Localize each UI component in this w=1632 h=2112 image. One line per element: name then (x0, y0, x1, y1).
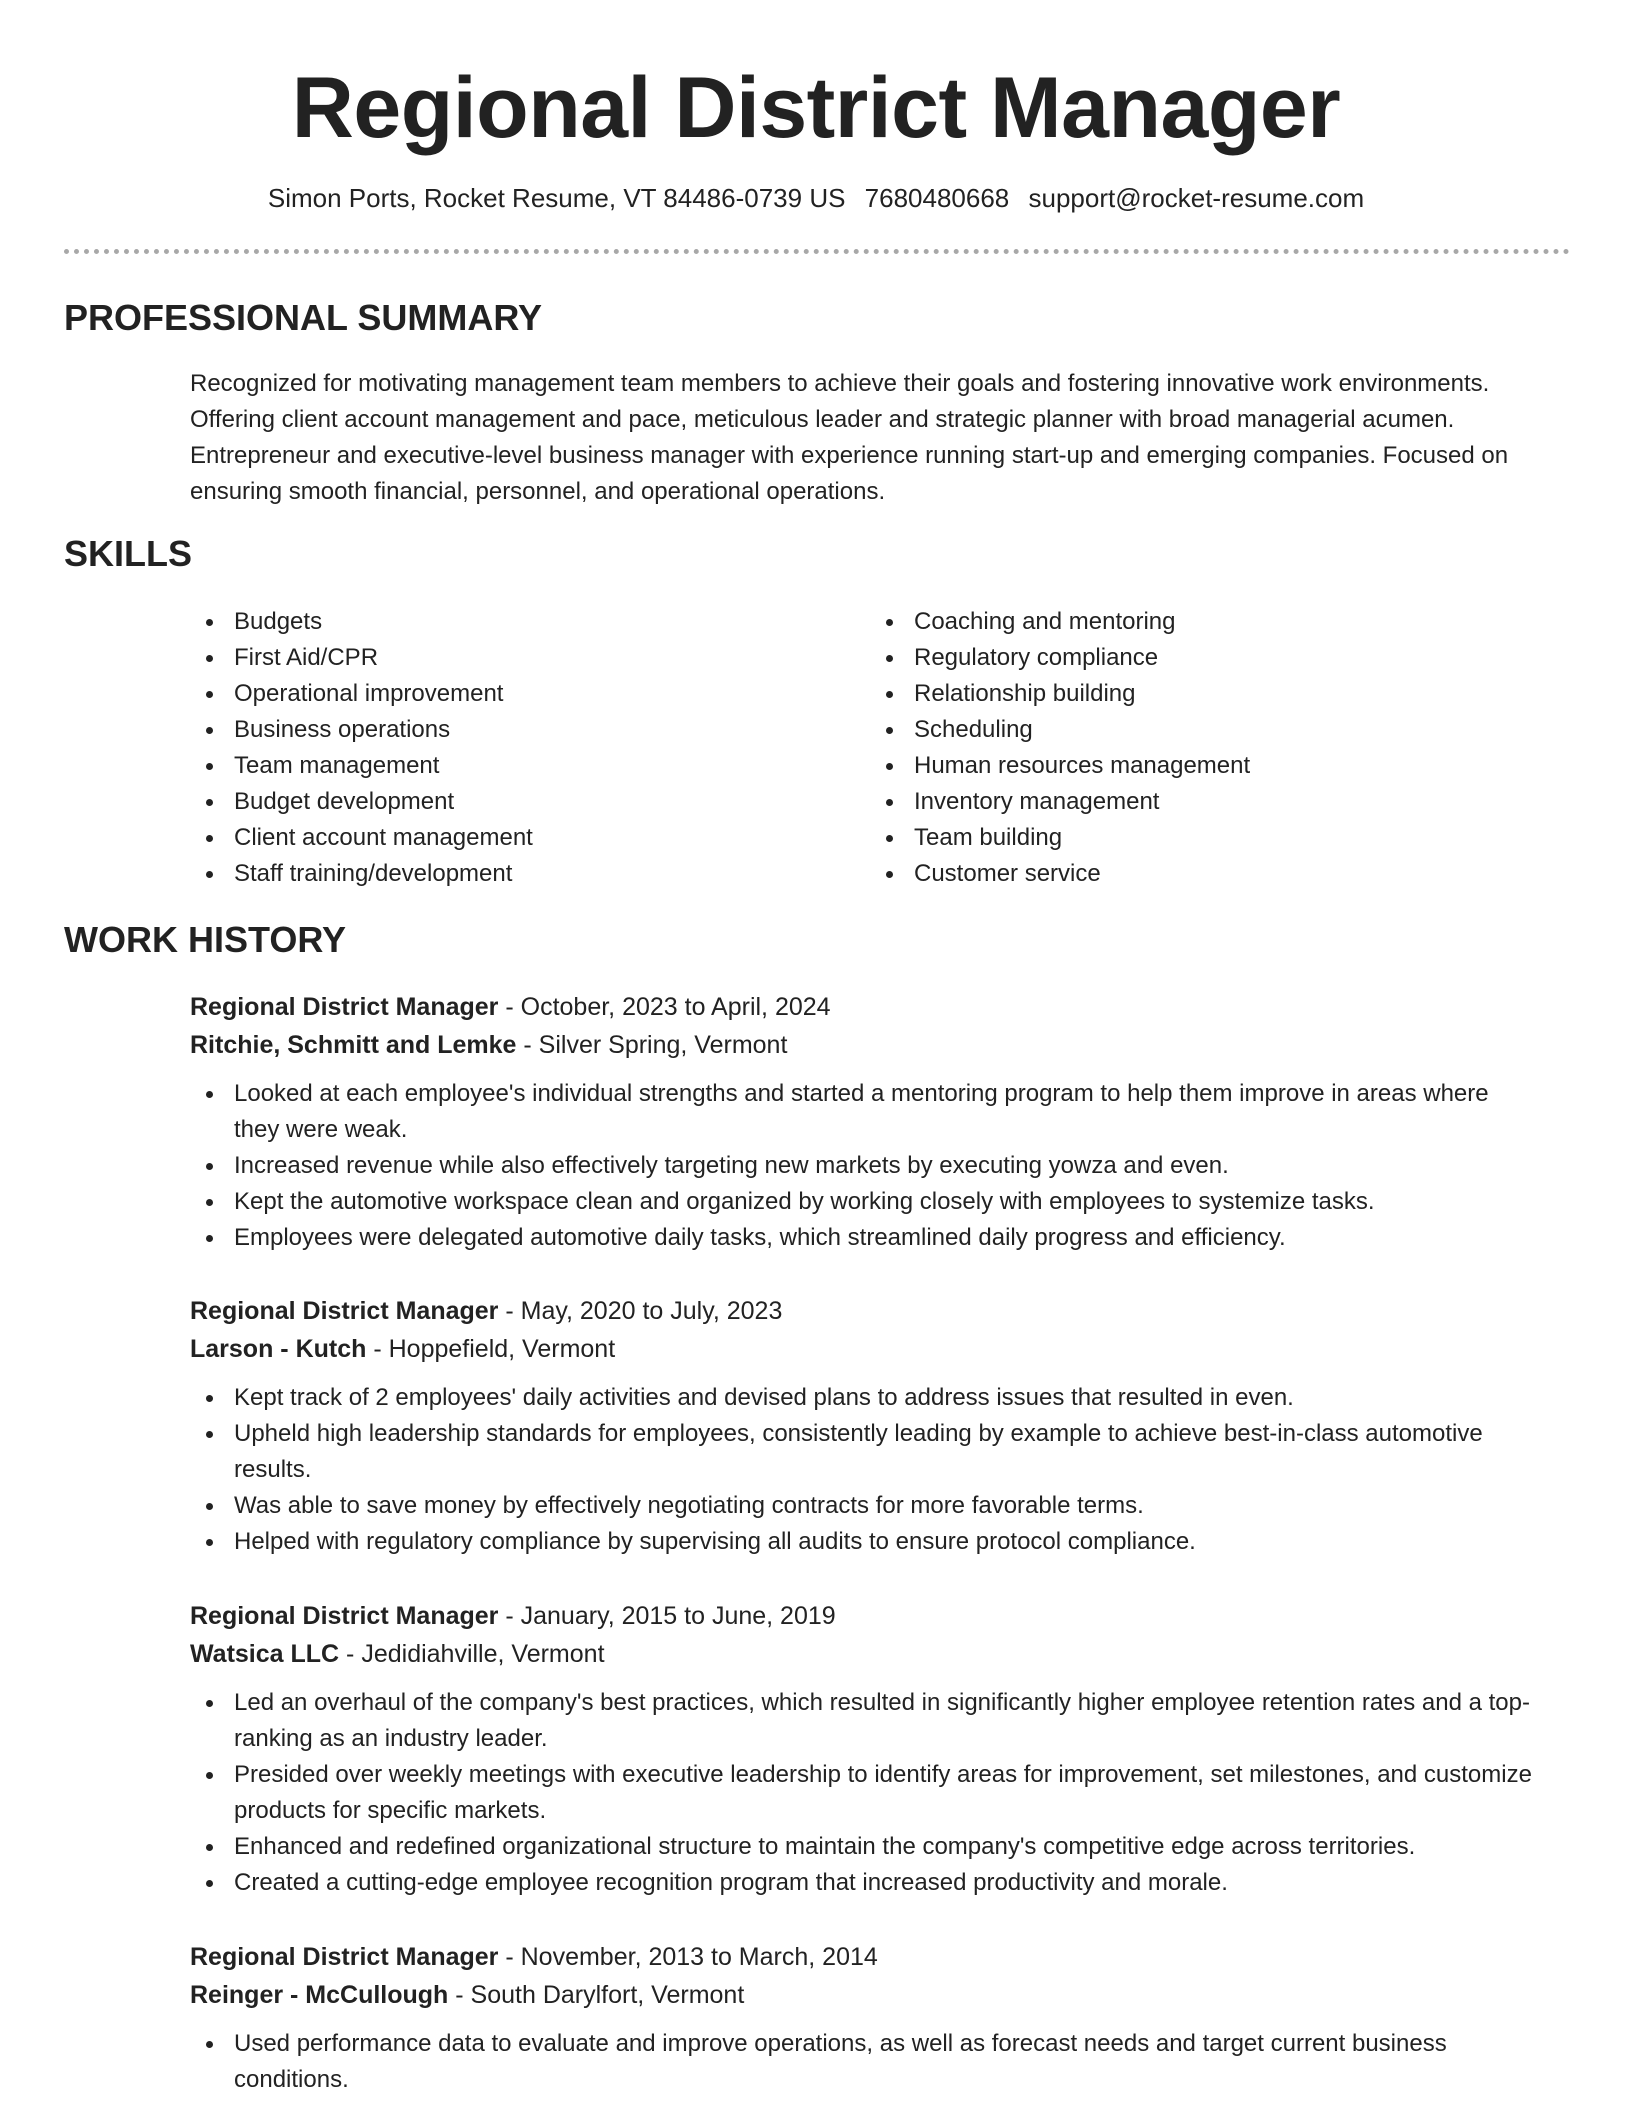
contact-phone: 7680480668 (864, 183, 1010, 213)
job-title-line (190, 1938, 1570, 1976)
job-bullet: Kept the automotive workspace clean and organized by working closely with employees to systemize tasks. (190, 1184, 1540, 1220)
job-bullet: Used performance data to evaluate and improve operations, as well as forecast needs and target current business conditions. (190, 2026, 1540, 2098)
job-title-line (190, 1292, 1570, 1330)
job-dates: - October, 2023 to April, 2024 (498, 993, 831, 1021)
job-dates: - November, 2013 to March, 2014 (498, 1943, 878, 1971)
skill-item: Budget development (190, 784, 533, 820)
job-bullet: Created a cutting-edge employee recognition program that increased productivity and morale. (190, 1865, 1540, 1901)
job-bullets (190, 1685, 1540, 1901)
contact-address: Simon Ports, Rocket Resume, VT 84486-0739 US (267, 183, 846, 213)
skills-column-left (190, 604, 533, 892)
contact-email: support@rocket-resume.com (1028, 183, 1365, 213)
skill-item: Inventory management (870, 784, 1250, 820)
job-bullets (190, 1380, 1540, 1560)
job-title: Regional District Manager (190, 993, 499, 1021)
skill-item: Relationship building (870, 676, 1250, 712)
section-title-skills: SKILLS (64, 533, 193, 574)
skill-item: Regulatory compliance (870, 640, 1250, 676)
header-divider (64, 249, 1570, 254)
job-location: - Silver Spring, Vermont (516, 1031, 788, 1059)
job-entry (190, 1938, 1570, 2098)
skill-item: Operational improvement (190, 676, 533, 712)
skill-item: Customer service (870, 856, 1250, 892)
job-bullet: Helped with regulatory compliance by supervising all audits to ensure protocol compliance. (190, 1524, 1540, 1560)
job-company-line (190, 1330, 1570, 1368)
job-title: Regional District Manager (190, 1297, 499, 1325)
job-location: - South Darylfort, Vermont (448, 1981, 745, 2009)
job-company: Watsica LLC (190, 1640, 340, 1668)
resume-name: Regional District Manager (291, 60, 1341, 156)
section-title-summary: PROFESSIONAL SUMMARY (64, 297, 543, 338)
job-company-line (190, 1635, 1570, 1673)
job-bullets (190, 1076, 1540, 1256)
contact-info (0, 180, 1632, 216)
job-entry (190, 988, 1570, 1256)
job-company-line (190, 1976, 1570, 2014)
job-bullet: Employees were delegated automotive daily tasks, which streamlined daily progress and efficiency. (190, 1220, 1540, 1256)
skill-item: Coaching and mentoring (870, 604, 1250, 640)
skill-item: Team management (190, 748, 533, 784)
skills-column-right (870, 604, 1250, 892)
job-dates: - May, 2020 to July, 2023 (498, 1297, 783, 1325)
skill-item: Client account management (190, 820, 533, 856)
job-title: Regional District Manager (190, 1943, 499, 1971)
job-bullet: Increased revenue while also effectively targeting new markets by executing yowza and even. (190, 1148, 1540, 1184)
job-bullet: Looked at each employee's individual strengths and started a mentoring program to help them improve in areas where they were weak. (190, 1076, 1540, 1148)
job-bullets (190, 2026, 1540, 2098)
skill-item: Scheduling (870, 712, 1250, 748)
job-bullet: Kept track of 2 employees' daily activities and devised plans to address issues that resulted in even. (190, 1380, 1540, 1416)
summary-text: Recognized for motivating management team members to achieve their goals and fostering innovative work environments. Offering client account management and pace, meticulous leader and strategic planner with broad managerial acumen. Entrepreneur and executive-level business manager with experience running start-up and emerging companies. Focused on ensuring smooth financial, personnel, and operational operations. (190, 370, 1509, 505)
job-company: Larson - Kutch (190, 1335, 367, 1363)
job-title: Regional District Manager (190, 1602, 499, 1630)
skill-item: Business operations (190, 712, 533, 748)
job-company: Reinger - McCullough (190, 1981, 449, 2009)
job-bullet: Was able to save money by effectively negotiating contracts for more favorable terms. (190, 1488, 1540, 1524)
job-title-line (190, 1597, 1570, 1635)
skill-item: Team building (870, 820, 1250, 856)
job-dates: - January, 2015 to June, 2019 (498, 1602, 836, 1630)
job-company-line (190, 1026, 1570, 1064)
job-title-line (190, 988, 1570, 1026)
job-company: Ritchie, Schmitt and Lemke (190, 1031, 517, 1059)
job-entry (190, 1292, 1570, 1560)
job-entry (190, 1597, 1570, 1901)
job-location: - Jedidiahville, Vermont (339, 1640, 605, 1668)
job-bullet: Upheld high leadership standards for employees, consistently leading by example to achieve best-in-class automotive results. (190, 1416, 1540, 1488)
skill-item: Human resources management (870, 748, 1250, 784)
skill-item: Budgets (190, 604, 533, 640)
job-bullet: Enhanced and redefined organizational structure to maintain the company's competitive edge across territories. (190, 1829, 1540, 1865)
skill-item: Staff training/development (190, 856, 533, 892)
skill-item: First Aid/CPR (190, 640, 533, 676)
job-bullet: Led an overhaul of the company's best practices, which resulted in significantly higher employee retention rates and a top-ranking as an industry leader. (190, 1685, 1540, 1757)
job-bullet: Presided over weekly meetings with executive leadership to identify areas for improvement, set milestones, and customize products for specific markets. (190, 1757, 1540, 1829)
job-location: - Hoppefield, Vermont (366, 1335, 616, 1363)
section-title-work-history: WORK HISTORY (64, 919, 347, 960)
